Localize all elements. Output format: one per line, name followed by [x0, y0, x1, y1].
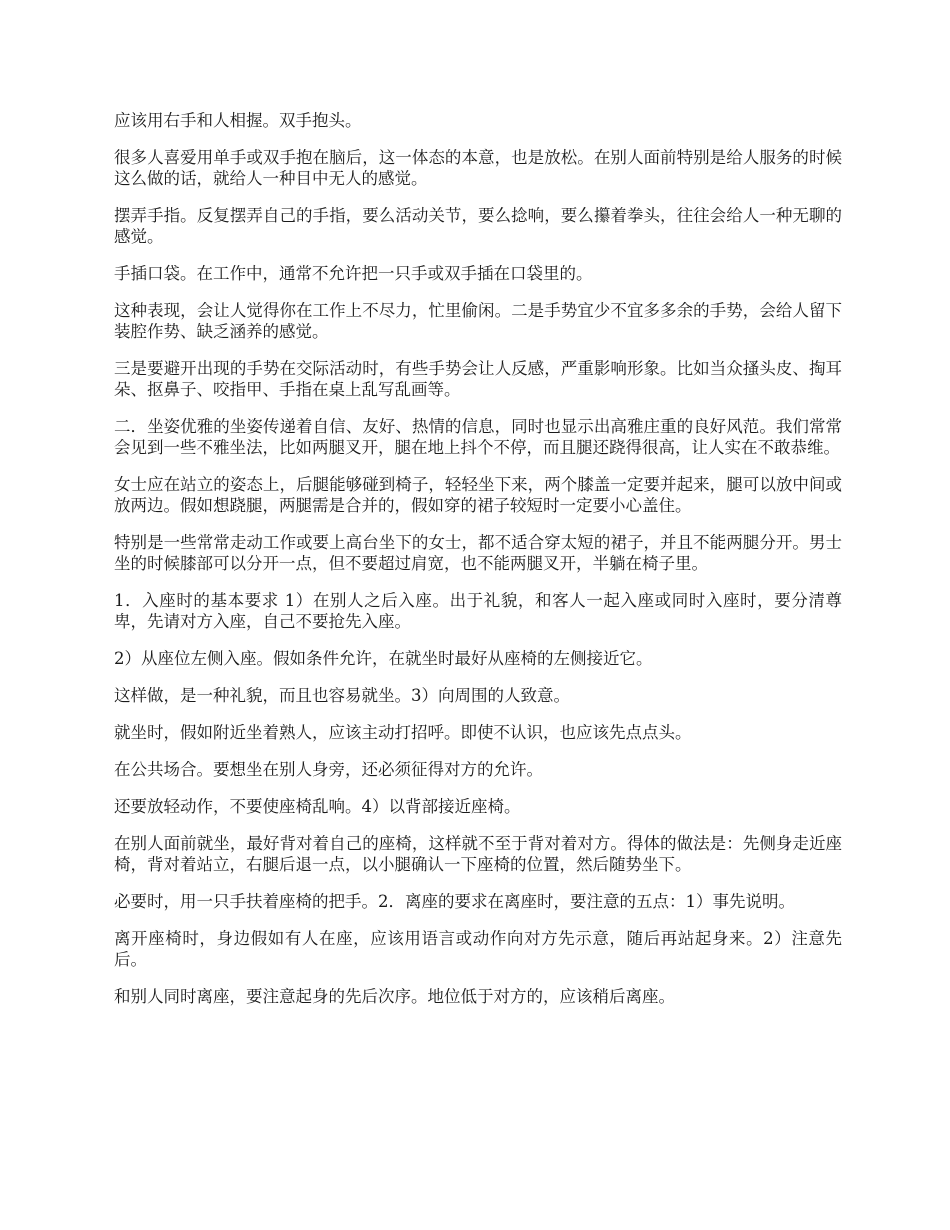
paragraph: 二．坐姿优雅的坐姿传递着自信、友好、热情的信息，同时也显示出高雅庄重的良好风范。我们常常会见到一些不雅坐法，比如两腿叉开，腿在地上抖个不停，而且腿还跷得很高，让人实在不敢恭维。 — [114, 417, 842, 457]
paragraph: 应该用右手和人相握。双手抱头。 — [114, 111, 362, 130]
paragraph: 2）从座位左侧入座。假如条件允许，在就坐时最好从座椅的左侧接近它。 — [114, 649, 653, 668]
paragraph: 摆弄手指。反复摆弄自己的手指，要么活动关节，要么捻响，要么攥着拳头，往往会给人一种无聊的感觉。 — [114, 206, 842, 246]
paragraph: 这种表现，会让人觉得你在工作上不尽力，忙里偷闲。二是手势宜少不宜多多余的手势，会给人留下装腔作势、缺乏涵养的感觉。 — [114, 301, 842, 341]
paragraph: 很多人喜爱用单手或双手抱在脑后，这一体态的本意，也是放松。在别人面前特别是给人服务的时候这么做的话，就给人一种目中无人的感觉。 — [114, 148, 842, 188]
paragraph: 在别人面前就坐，最好背对着自己的座椅，这样就不至于背对着对方。得体的做法是：先侧身走近座椅，背对着站立，右腿后退一点，以小腿确认一下座椅的位置，然后随势坐下。 — [114, 834, 842, 874]
paragraph: 手插口袋。在工作中，通常不允许把一只手或双手插在口袋里的。 — [114, 264, 593, 283]
paragraph: 1．入座时的基本要求 1）在别人之后入座。出于礼貌，和客人一起入座或同时入座时，要分清尊卑，先请对方入座，自己不要抢先入座。 — [114, 591, 842, 631]
paragraph: 离开座椅时，身边假如有人在座，应该用语言或动作向对方先示意，随后再站起身来。2）注意先后。 — [114, 929, 842, 969]
paragraph: 还要放轻动作，不要使座椅乱响。4）以背部接近座椅。 — [114, 797, 521, 816]
paragraph: 这样做，是一种礼貌，而且也容易就坐。3）向周围的人致意。 — [114, 686, 570, 705]
paragraph: 特别是一些常常走动工作或要上高台坐下的女士，都不适合穿太短的裙子，并且不能两腿分开。男士坐的时候膝部可以分开一点，但不要超过肩宽，也不能两腿叉开，半躺在椅子里。 — [114, 533, 842, 573]
paragraph: 和别人同时离座，要注意起身的先后次序。地位低于对方的，应该稍后离座。 — [114, 987, 675, 1006]
paragraph: 就坐时，假如附近坐着熟人，应该主动打招呼。即使不认识，也应该先点点头。 — [114, 723, 692, 742]
paragraph: 必要时，用一只手扶着座椅的把手。2．离座的要求在离座时，要注意的五点：1）事先说明。 — [114, 892, 795, 911]
paragraph: 在公共场合。要想坐在别人身旁，还必须征得对方的允许。 — [114, 760, 543, 779]
paragraph: 女士应在站立的姿态上，后腿能够碰到椅子，轻轻坐下来，两个膝盖一定要并起来，腿可以放中间或放两边。假如想跷腿，两腿需是合并的，假如穿的裙子较短时一定要小心盖住。 — [114, 475, 842, 515]
document-body — [114, 110, 842, 1023]
paragraph: 三是要避开出现的手势在交际活动时，有些手势会让人反感，严重影响形象。比如当众搔头皮、掏耳朵、抠鼻子、咬指甲、手指在桌上乱写乱画等。 — [114, 359, 842, 399]
